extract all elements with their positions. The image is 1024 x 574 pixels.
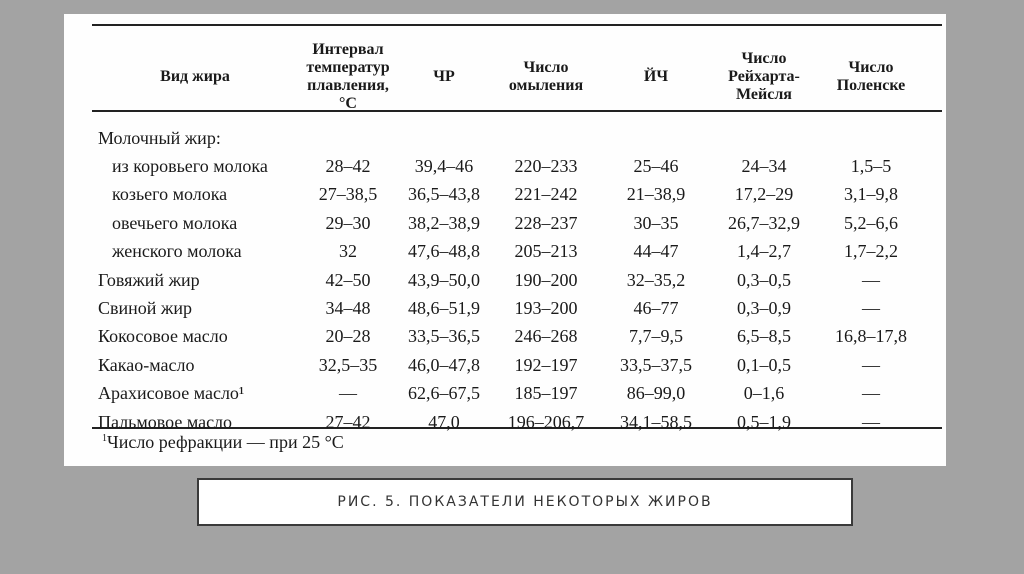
table-cell: 39,4–46 <box>414 156 474 177</box>
table-cell: 24–34 <box>741 156 787 177</box>
table-cell: — <box>862 383 880 404</box>
fat-name: из коровьего молока <box>112 156 268 177</box>
fat-name: Какао-масло <box>98 354 195 375</box>
header-melting-range: Интервал температур плавления, °C <box>306 41 390 112</box>
table-cell: 0,3–0,5 <box>737 269 791 290</box>
table-cell: 246–268 <box>514 326 578 347</box>
table-cell: 46–77 <box>633 298 679 319</box>
footnote-mark: 1 <box>102 433 107 444</box>
header-iodine: ЙЧ <box>643 68 669 85</box>
table-cell: 228–237 <box>514 212 578 233</box>
table-cell: 185–197 <box>514 383 578 404</box>
table-cell: 0,5–1,9 <box>737 411 791 432</box>
table-row <box>92 238 924 266</box>
table-cell: 221–242 <box>514 184 578 205</box>
table-cell: 86–99,0 <box>626 383 686 404</box>
fat-name: женского молока <box>112 241 242 262</box>
header-fat-type: Вид жира <box>160 68 230 85</box>
table-cell: 190–200 <box>514 269 578 290</box>
table-row <box>92 266 924 294</box>
table-cell: 34,1–58,5 <box>620 411 692 432</box>
table-cell: 48,6–51,9 <box>408 298 480 319</box>
fat-name: Арахисовое масло¹ <box>98 383 245 404</box>
table-cell: 42–50 <box>325 269 371 290</box>
table-cell: 25–46 <box>633 156 679 177</box>
group-label: Молочный жир: <box>98 127 221 148</box>
table-cell: 193–200 <box>514 298 578 319</box>
header-refraction: ЧР <box>433 68 455 85</box>
fat-name: Свиной жир <box>98 298 192 319</box>
table-cell: 17,2–29 <box>734 184 794 205</box>
table-cell: 46,0–47,8 <box>408 354 480 375</box>
table-cell: — <box>862 298 880 319</box>
top-rule <box>92 24 942 26</box>
table-cell: 5,2–6,6 <box>844 212 898 233</box>
table-row <box>92 380 924 408</box>
table-cell: 0,3–0,9 <box>737 298 791 319</box>
fat-name: козьего молока <box>112 184 228 205</box>
table-cell: 16,8–17,8 <box>835 326 907 347</box>
header-row <box>92 30 924 124</box>
table-row <box>92 181 924 209</box>
header-reichert-meissl: Число Рейхарта-Мейсля <box>728 50 800 103</box>
footnote-text: Число рефракции — при 25 °C <box>107 432 344 452</box>
fat-name: Пальмовое масло <box>98 411 233 432</box>
table-cell: 1,5–5 <box>850 156 892 177</box>
table-row <box>92 294 924 322</box>
table-cell: — <box>862 269 880 290</box>
fat-name: Кокосовое масло <box>98 326 228 347</box>
table-cell: 32–35,2 <box>626 269 686 290</box>
table-cell: 0,1–0,5 <box>737 354 791 375</box>
table-row <box>92 351 924 379</box>
table-cell: 36,5–43,8 <box>408 184 480 205</box>
table-cell: 33,5–37,5 <box>620 354 692 375</box>
table-image <box>64 14 946 466</box>
table-cell: 47,0 <box>428 411 460 432</box>
table-cell: 21–38,9 <box>626 184 686 205</box>
header-saponification: Число омыления <box>508 59 584 94</box>
table-cell: — <box>862 354 880 375</box>
header-polenske: Число Поленске <box>836 59 906 94</box>
table-cell: 7,7–9,5 <box>629 326 683 347</box>
table-row <box>92 209 924 237</box>
table-row <box>92 323 924 351</box>
table-cell: 32 <box>339 241 357 262</box>
table-cell: 220–233 <box>514 156 578 177</box>
table-cell: 1,7–2,2 <box>844 241 898 262</box>
table-cell: 20–28 <box>325 326 371 347</box>
fat-name: овечьего молока <box>112 212 238 233</box>
table-cell: 192–197 <box>514 354 578 375</box>
table-cell: 44–47 <box>633 241 679 262</box>
table-cell: 30–35 <box>633 212 679 233</box>
table-cell: 3,1–9,8 <box>844 184 898 205</box>
table-cell: 1,4–2,7 <box>737 241 791 262</box>
footnote <box>102 432 344 453</box>
table-cell: — <box>339 383 357 404</box>
table-cell: 196–206,7 <box>507 411 585 432</box>
table-cell: 34–48 <box>325 298 371 319</box>
table-cell: 26,7–32,9 <box>728 212 800 233</box>
figure-caption: РИС. 5. ПОКАЗАТЕЛИ НЕКОТОРЫХ ЖИРОВ <box>197 478 853 526</box>
table-cell: 27–42 <box>325 411 371 432</box>
group-row <box>92 124 924 152</box>
table-cell: 43,9–50,0 <box>408 269 480 290</box>
table-cell: 62,6–67,5 <box>408 383 480 404</box>
table-cell: 205–213 <box>514 241 578 262</box>
fat-properties-table <box>92 30 924 436</box>
table-cell: — <box>862 411 880 432</box>
table-row <box>92 152 924 180</box>
table-cell: 0–1,6 <box>743 383 785 404</box>
table-cell: 33,5–36,5 <box>408 326 480 347</box>
table-cell: 29–30 <box>325 212 371 233</box>
table-cell: 6,5–8,5 <box>737 326 791 347</box>
table-cell: 27–38,5 <box>318 184 378 205</box>
fat-name: Говяжий жир <box>98 269 200 290</box>
table-cell: 32,5–35 <box>318 354 378 375</box>
table-cell: 47,6–48,8 <box>408 241 480 262</box>
table-cell: 28–42 <box>325 156 371 177</box>
table-cell: 38,2–38,9 <box>408 212 480 233</box>
